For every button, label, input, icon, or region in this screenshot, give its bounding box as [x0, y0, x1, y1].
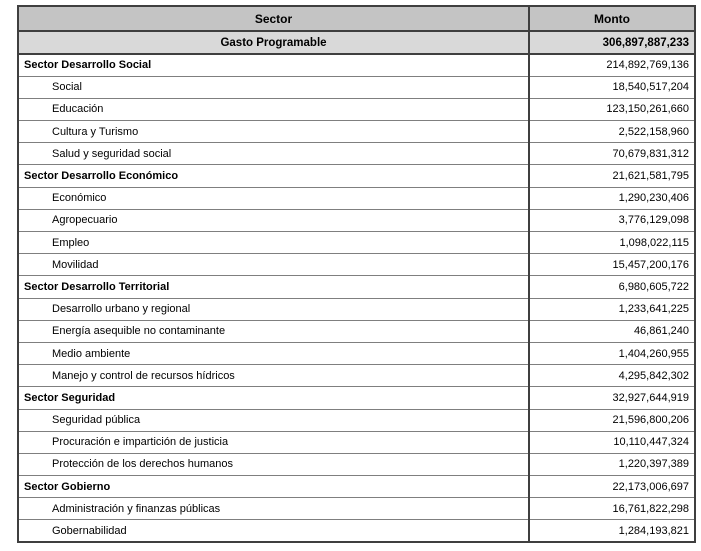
monto-value-cell: 16,761,822,298 — [529, 498, 695, 520]
sector-label-cell: Sector Desarrollo Territorial — [24, 280, 170, 293]
sector-label-cell: Sector Seguridad — [24, 391, 116, 404]
table-row — [18, 320, 695, 342]
monto-value-cell: 21,621,581,795 — [529, 165, 695, 187]
monto-value-cell: 1,098,022,115 — [529, 232, 695, 254]
column-header-monto: Monto — [529, 6, 695, 31]
table-header-row — [18, 6, 695, 31]
monto-value-cell: 15,457,200,176 — [529, 254, 695, 276]
budget-table — [17, 5, 696, 543]
table-row — [18, 165, 695, 187]
monto-value-cell: 123,150,261,660 — [529, 98, 695, 120]
monto-value-cell: 46,861,240 — [529, 320, 695, 342]
subcategory-label-cell: Agropecuario — [52, 214, 118, 227]
monto-value-cell: 214,892,769,136 — [529, 54, 695, 76]
sector-label-cell: Sector Desarrollo Económico — [24, 170, 179, 183]
table-row — [18, 98, 695, 120]
table-row — [18, 342, 695, 364]
monto-value-cell: 1,284,193,821 — [529, 520, 695, 542]
table-row — [18, 209, 695, 231]
table-row — [18, 254, 695, 276]
monto-value-cell: 21,596,800,206 — [529, 409, 695, 431]
subcategory-label-cell: Empleo — [52, 236, 90, 249]
subcategory-label-cell: Procuración e impartición de justicia — [52, 436, 229, 449]
table-row — [18, 187, 695, 209]
summary-row — [18, 31, 695, 54]
table-row — [18, 431, 695, 453]
column-header-sector: Sector — [254, 11, 293, 26]
subcategory-label-cell: Energía asequible no contaminante — [52, 325, 226, 338]
subcategory-label-cell: Social — [52, 81, 82, 94]
monto-value-cell: 1,290,230,406 — [529, 187, 695, 209]
monto-value-cell: 1,404,260,955 — [529, 342, 695, 364]
table-row — [18, 387, 695, 409]
table-row — [18, 520, 695, 542]
table-row — [18, 276, 695, 298]
subcategory-label-cell: Administración y finanzas públicas — [52, 502, 221, 515]
subcategory-label-cell: Desarrollo urbano y regional — [52, 303, 191, 316]
monto-value-cell: 32,927,644,919 — [529, 387, 695, 409]
summary-value: 306,897,887,233 — [529, 31, 695, 54]
monto-value-cell: 4,295,842,302 — [529, 365, 695, 387]
subcategory-label-cell: Cultura y Turismo — [52, 125, 139, 138]
monto-value-cell: 1,233,641,225 — [529, 298, 695, 320]
subcategory-label-cell: Protección de los derechos humanos — [52, 458, 233, 471]
subcategory-label-cell: Gobernabilidad — [52, 524, 127, 537]
subcategory-label-cell: Movilidad — [52, 258, 99, 271]
subcategory-label-cell: Medio ambiente — [52, 347, 131, 360]
table-row — [18, 498, 695, 520]
table-row — [18, 143, 695, 165]
table-row — [18, 365, 695, 387]
table-row — [18, 409, 695, 431]
table-row — [18, 298, 695, 320]
subcategory-label-cell: Educación — [52, 103, 104, 116]
table-row — [18, 476, 695, 498]
monto-value-cell: 22,173,006,697 — [529, 476, 695, 498]
monto-value-cell: 6,980,605,722 — [529, 276, 695, 298]
table-row — [18, 453, 695, 475]
table-row — [18, 121, 695, 143]
subcategory-label-cell: Manejo y control de recursos hídricos — [52, 369, 235, 382]
monto-value-cell: 18,540,517,204 — [529, 76, 695, 98]
monto-value-cell: 70,679,831,312 — [529, 143, 695, 165]
table-row — [18, 54, 695, 76]
sector-label-cell: Sector Gobierno — [24, 480, 111, 493]
monto-value-cell: 3,776,129,098 — [529, 209, 695, 231]
table-row — [18, 76, 695, 98]
subcategory-label-cell: Seguridad pública — [52, 414, 141, 427]
summary-label: Gasto Programable — [220, 36, 327, 49]
subcategory-label-cell: Salud y seguridad social — [52, 147, 172, 160]
monto-value-cell: 2,522,158,960 — [529, 121, 695, 143]
budget-table-body — [18, 54, 695, 542]
subcategory-label-cell: Económico — [52, 192, 107, 205]
sector-label-cell: Sector Desarrollo Social — [24, 59, 152, 72]
monto-value-cell: 1,220,397,389 — [529, 453, 695, 475]
table-row — [18, 232, 695, 254]
monto-value-cell: 10,110,447,324 — [529, 431, 695, 453]
